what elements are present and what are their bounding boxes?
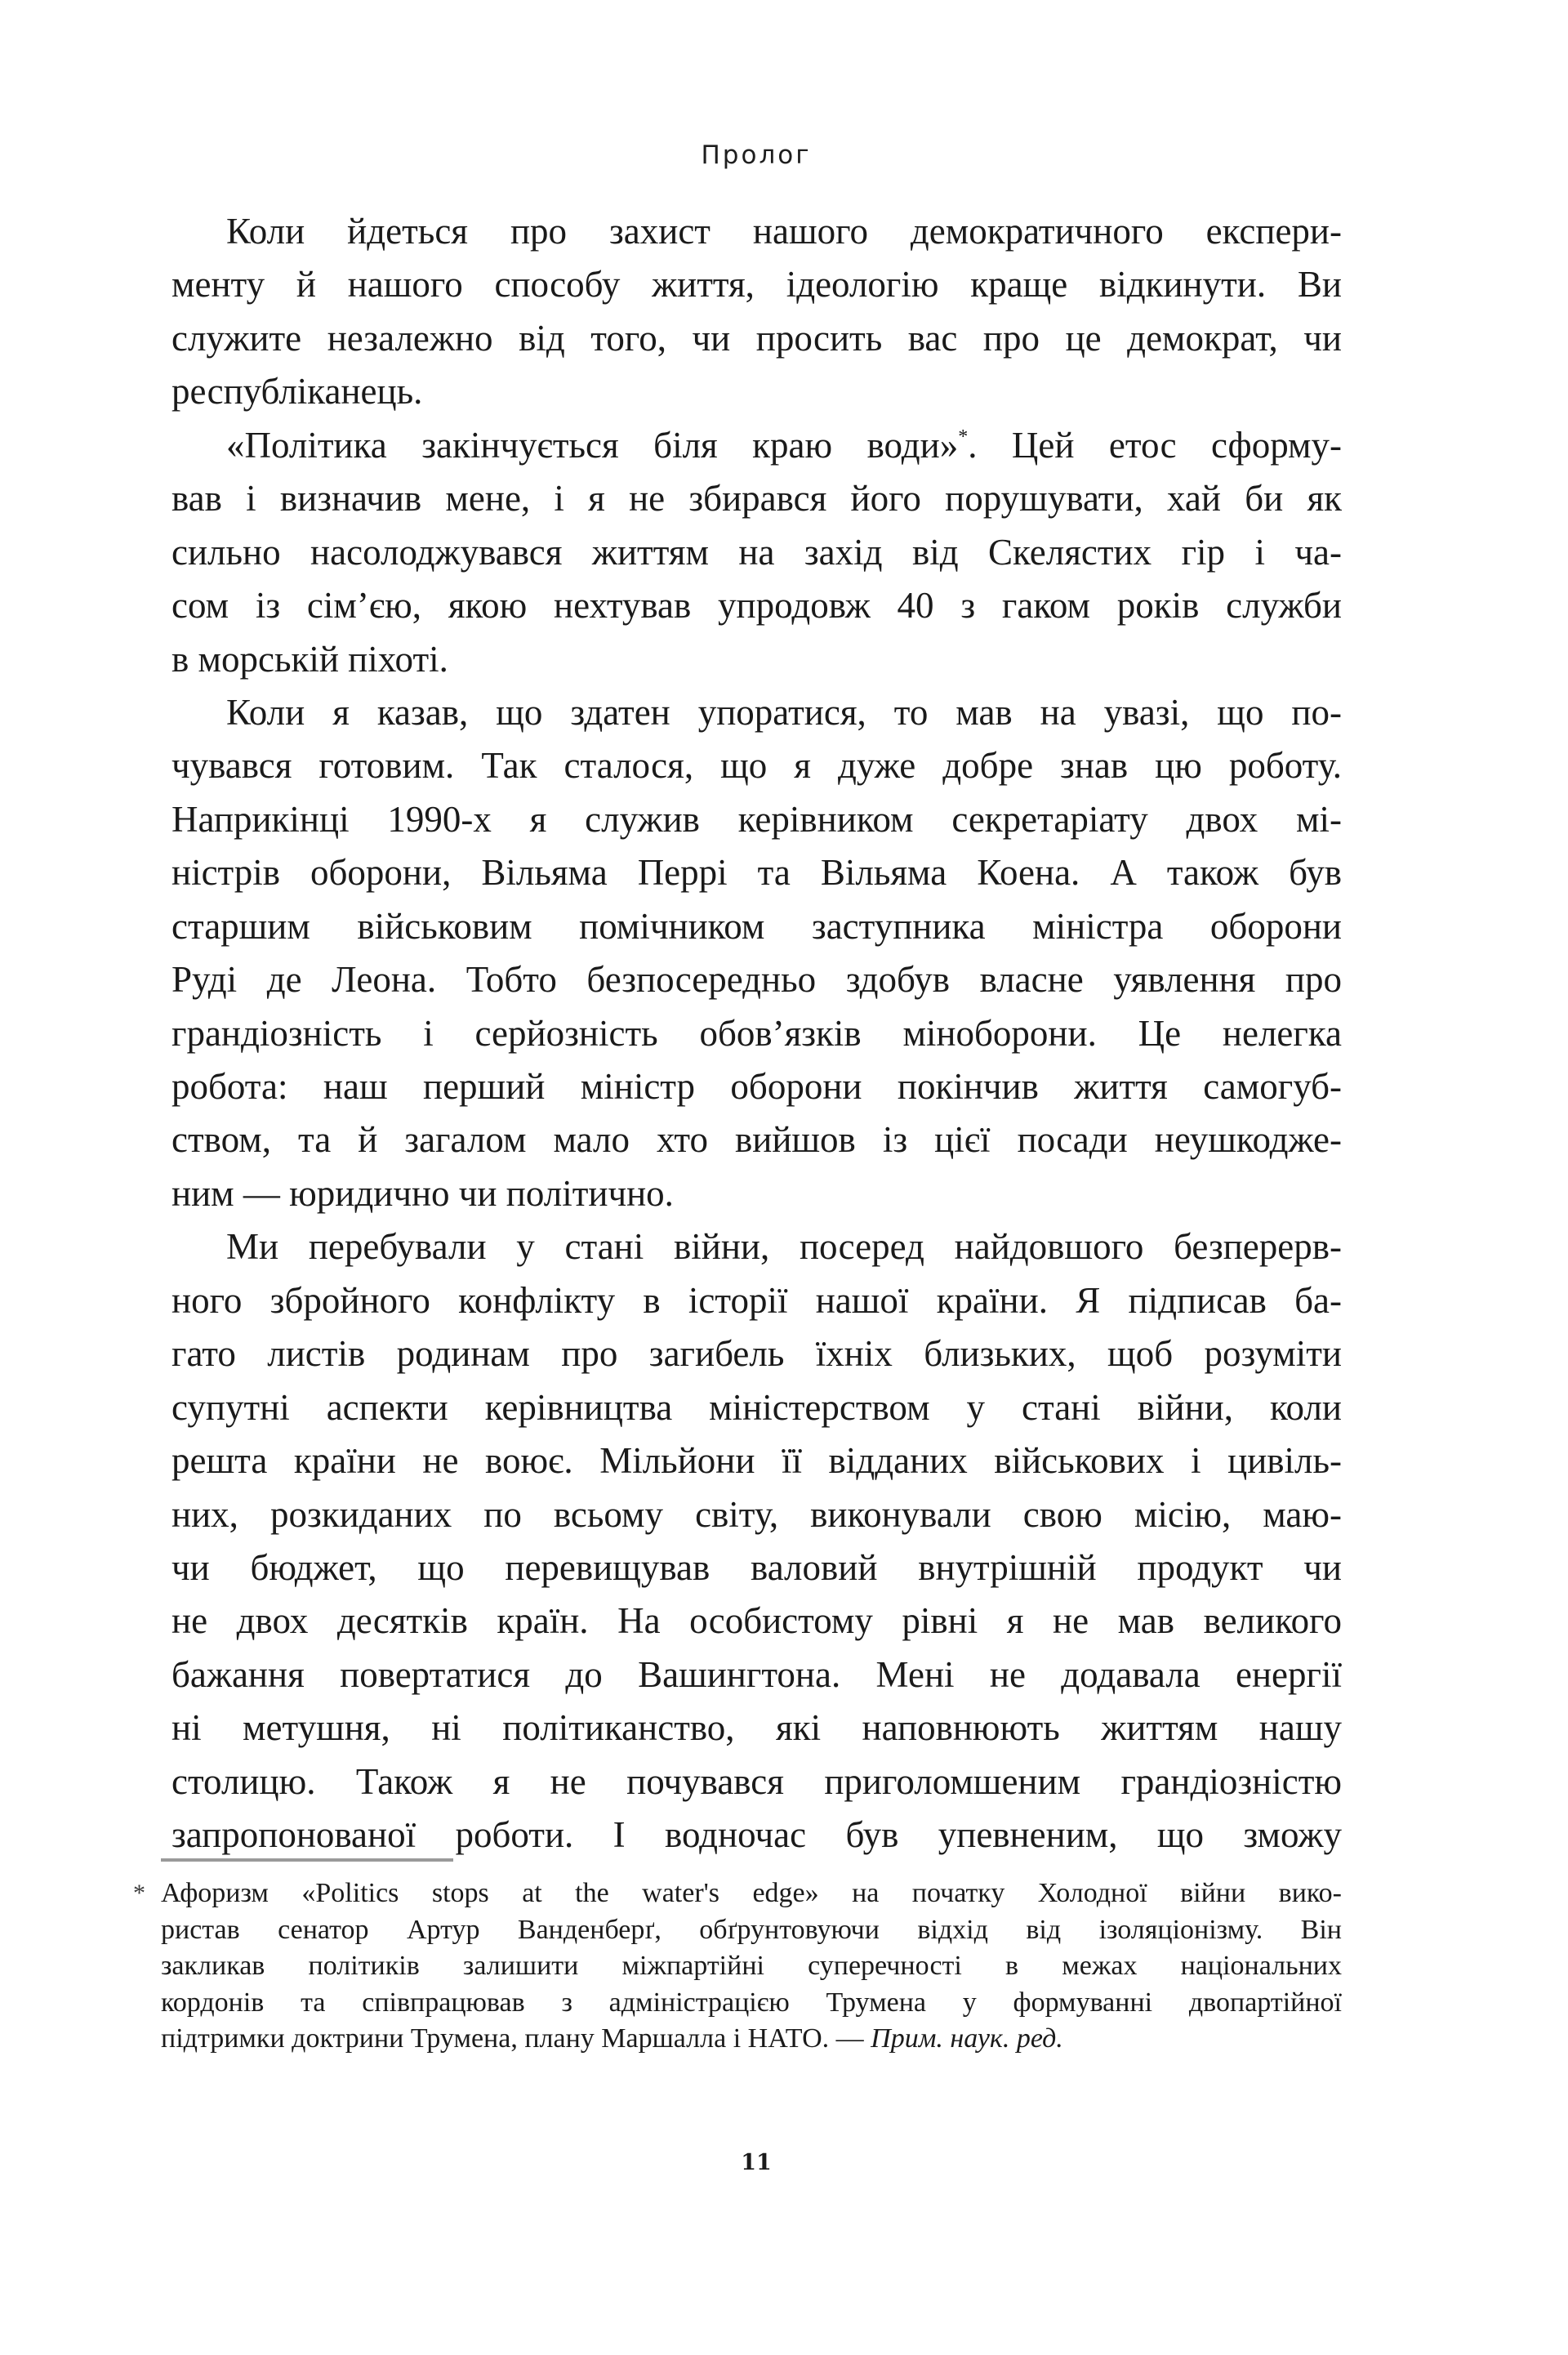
main-text xyxy=(172,205,1342,1862)
text-line: сом із сім’єю, якою нехтував упродовж 40 з гаком років служби xyxy=(172,585,1342,627)
paragraph-4 xyxy=(172,1220,1342,1862)
text-line: не двох десятків країн. На особистому рівні я не мав великого xyxy=(172,1600,1342,1642)
paragraph-2 xyxy=(172,419,1342,686)
footnote-reference[interactable]: * xyxy=(958,426,969,448)
footnote-attribution: Прим. наук. ред. xyxy=(871,2023,1063,2054)
text-line: ством, та й загалом мало хто вийшов із цієї посади неушкодже- xyxy=(172,1119,1342,1161)
text-line: старшим військовим помічником заступника міністра оборони xyxy=(172,905,1342,947)
text-line: вав і визначив мене, і я не збирався його порушувати, хай би як xyxy=(172,478,1342,520)
text-line: грандіозність і серйозність обов’язків міноборони. Це нелегка xyxy=(172,1012,1342,1054)
text-line: ного збройного конфлікту в історії нашої країни. Я підписав ба- xyxy=(172,1279,1342,1321)
footnote-line: ристав сенатор Артур Ванденберґ, обґрунтовуючи відхід від ізоляціонізму. Він xyxy=(161,1914,1342,1945)
text-line: в морській піхоті. xyxy=(172,638,448,680)
text-line: Коли я казав, що здатен упоратися, то мав на увазі, що по- xyxy=(226,691,1342,733)
text-line: ністрів оборони, Вільяма Перрі та Вільяма Коена. А також був xyxy=(172,852,1342,894)
text-line: ним — юридично чи політично. xyxy=(172,1172,674,1214)
text-line: Ми перебували у стані війни, посеред найдовшого безперерв- xyxy=(226,1226,1342,1268)
text-line: супутні аспекти керівництва міністерством у стані війни, коли xyxy=(172,1386,1342,1428)
line-tail: . Цей етос сформу- xyxy=(968,424,1342,466)
text-line: гато листів родинам про загибель їхніх близьких, щоб розуміти xyxy=(172,1333,1342,1375)
footnote xyxy=(133,1876,1342,2058)
text-line: бажання повертатися до Вашингтона. Мені не додавала енергії xyxy=(172,1653,1342,1695)
footnote-asterisk: * xyxy=(133,1880,145,1907)
text-line: Руді де Леона. Тобто безпосередньо здобув власне уявлення про xyxy=(172,959,1342,1001)
footnote-text: підтримки доктрини Трумена, плану Маршалла і НАТО. — xyxy=(161,2023,871,2054)
footnote-line: кордонів та співпрацював з адміністрацією Трумена у формуванні двопартійної xyxy=(161,1987,1342,2018)
text-line: чи бюджет, що перевищував валовий внутрішній продукт чи xyxy=(172,1546,1342,1588)
footnote-line: Афоризм «Politics stops at the water's edge» на початку Холодної війни вико- xyxy=(161,1878,1342,1908)
text-line: них, розкиданих по всьому світу, виконували свою місію, маю- xyxy=(172,1493,1342,1535)
footnote-line: закликав політиків залишити міжпартійні суперечності в межах національних xyxy=(161,1951,1342,1981)
text-line: столицю. Також я не почувався приголомшеним грандіозністю xyxy=(172,1760,1342,1802)
text-line: сильно насолоджувався життям на захід від Скелястих гір і ча- xyxy=(172,531,1342,573)
paragraph-3 xyxy=(172,686,1342,1220)
text-line: робота: наш перший міністр оборони покінчив життя самогуб- xyxy=(172,1066,1342,1107)
footnote-divider xyxy=(161,1858,453,1862)
text-line: запропонованої роботи. І водночас був упевненим, що зможу xyxy=(172,1814,1342,1856)
running-head-title: Пролог xyxy=(701,140,812,170)
text-line: ні метушня, ні політиканство, які наповнюють життям нашу xyxy=(172,1707,1342,1749)
text-line: служите незалежно від того, чи просить вас про це демократ, чи xyxy=(172,317,1342,359)
quote-text: «Політика закінчується біля краю води» xyxy=(226,424,959,466)
text-line: Коли йдеться про захист нашого демократичного експери- xyxy=(226,211,1342,252)
text-line: Наприкінці 1990-х я служив керівником секретаріату двох мі- xyxy=(172,798,1342,840)
text-line: менту й нашого способу життя, ідеологію краще відкинути. Ви xyxy=(172,264,1342,306)
text-line: республіканець. xyxy=(172,371,423,413)
page-number: 11 xyxy=(741,2150,772,2175)
text-line: решта країни не воює. Мільйони її відданих військових і цивіль- xyxy=(172,1440,1342,1482)
footnote-line xyxy=(161,2021,1342,2058)
text-line xyxy=(172,419,1342,472)
paragraph-1 xyxy=(172,205,1342,419)
text-line: чувався готовим. Так сталося, що я дуже добре знав цю роботу. xyxy=(172,745,1342,787)
